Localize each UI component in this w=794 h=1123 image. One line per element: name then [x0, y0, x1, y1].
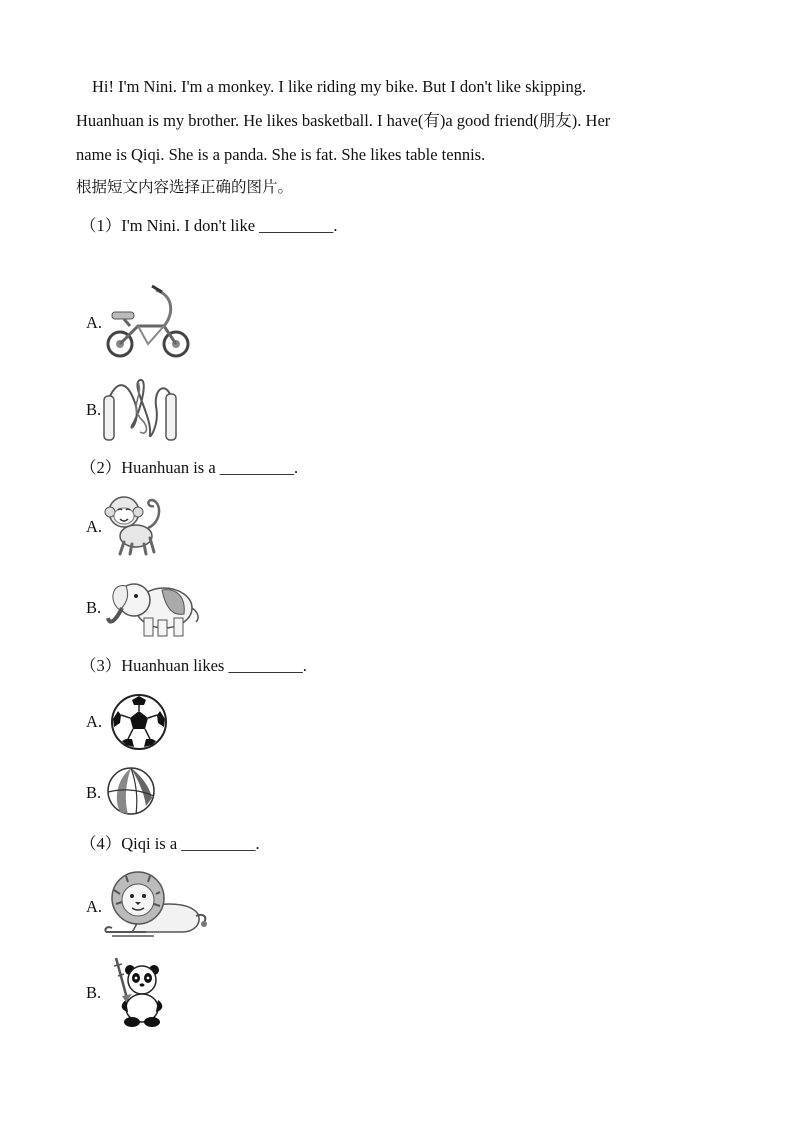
passage-line-1: Hi! I'm Nini. I'm a monkey. I like riding my bike. But I don't like skipping.: [92, 77, 587, 96]
elephant-icon[interactable]: [104, 574, 202, 640]
soccer-ball-icon[interactable]: [110, 693, 168, 751]
q2-option-a-label[interactable]: A.: [86, 517, 103, 536]
q3-option-a-label[interactable]: A.: [86, 712, 103, 731]
beach-ball-icon[interactable]: [106, 766, 156, 816]
question-4: （4）Qiqi is a _________.: [80, 834, 260, 853]
question-1: （1）I'm Nini. I don't like _________.: [80, 216, 338, 235]
q3-option-b-label[interactable]: B.: [86, 783, 102, 802]
instruction: 根据短文内容选择正确的图片。: [76, 178, 294, 196]
q1-option-b-label[interactable]: B.: [86, 400, 102, 419]
passage-line-2: Huanhuan is my brother. He likes basketball. I have(有)a good friend(朋友). Her: [76, 111, 611, 130]
panda-icon[interactable]: [110, 956, 166, 1028]
monkey-icon[interactable]: [104, 492, 166, 558]
q1-option-a-label[interactable]: A.: [86, 313, 103, 332]
bicycle-icon[interactable]: [104, 284, 194, 360]
q4-option-b-label[interactable]: B.: [86, 983, 102, 1002]
question-2: （2）Huanhuan is a _________.: [80, 458, 299, 477]
q2-option-b-label[interactable]: B.: [86, 598, 102, 617]
lion-icon[interactable]: [102, 868, 210, 940]
passage: [76, 70, 716, 172]
q4-option-a-label[interactable]: A.: [86, 897, 103, 916]
question-3: （3）Huanhuan likes _________.: [80, 656, 307, 675]
jump-rope-icon[interactable]: [100, 376, 182, 444]
passage-line-3: name is Qiqi. She is a panda. She is fat. She likes table tennis.: [76, 145, 486, 164]
